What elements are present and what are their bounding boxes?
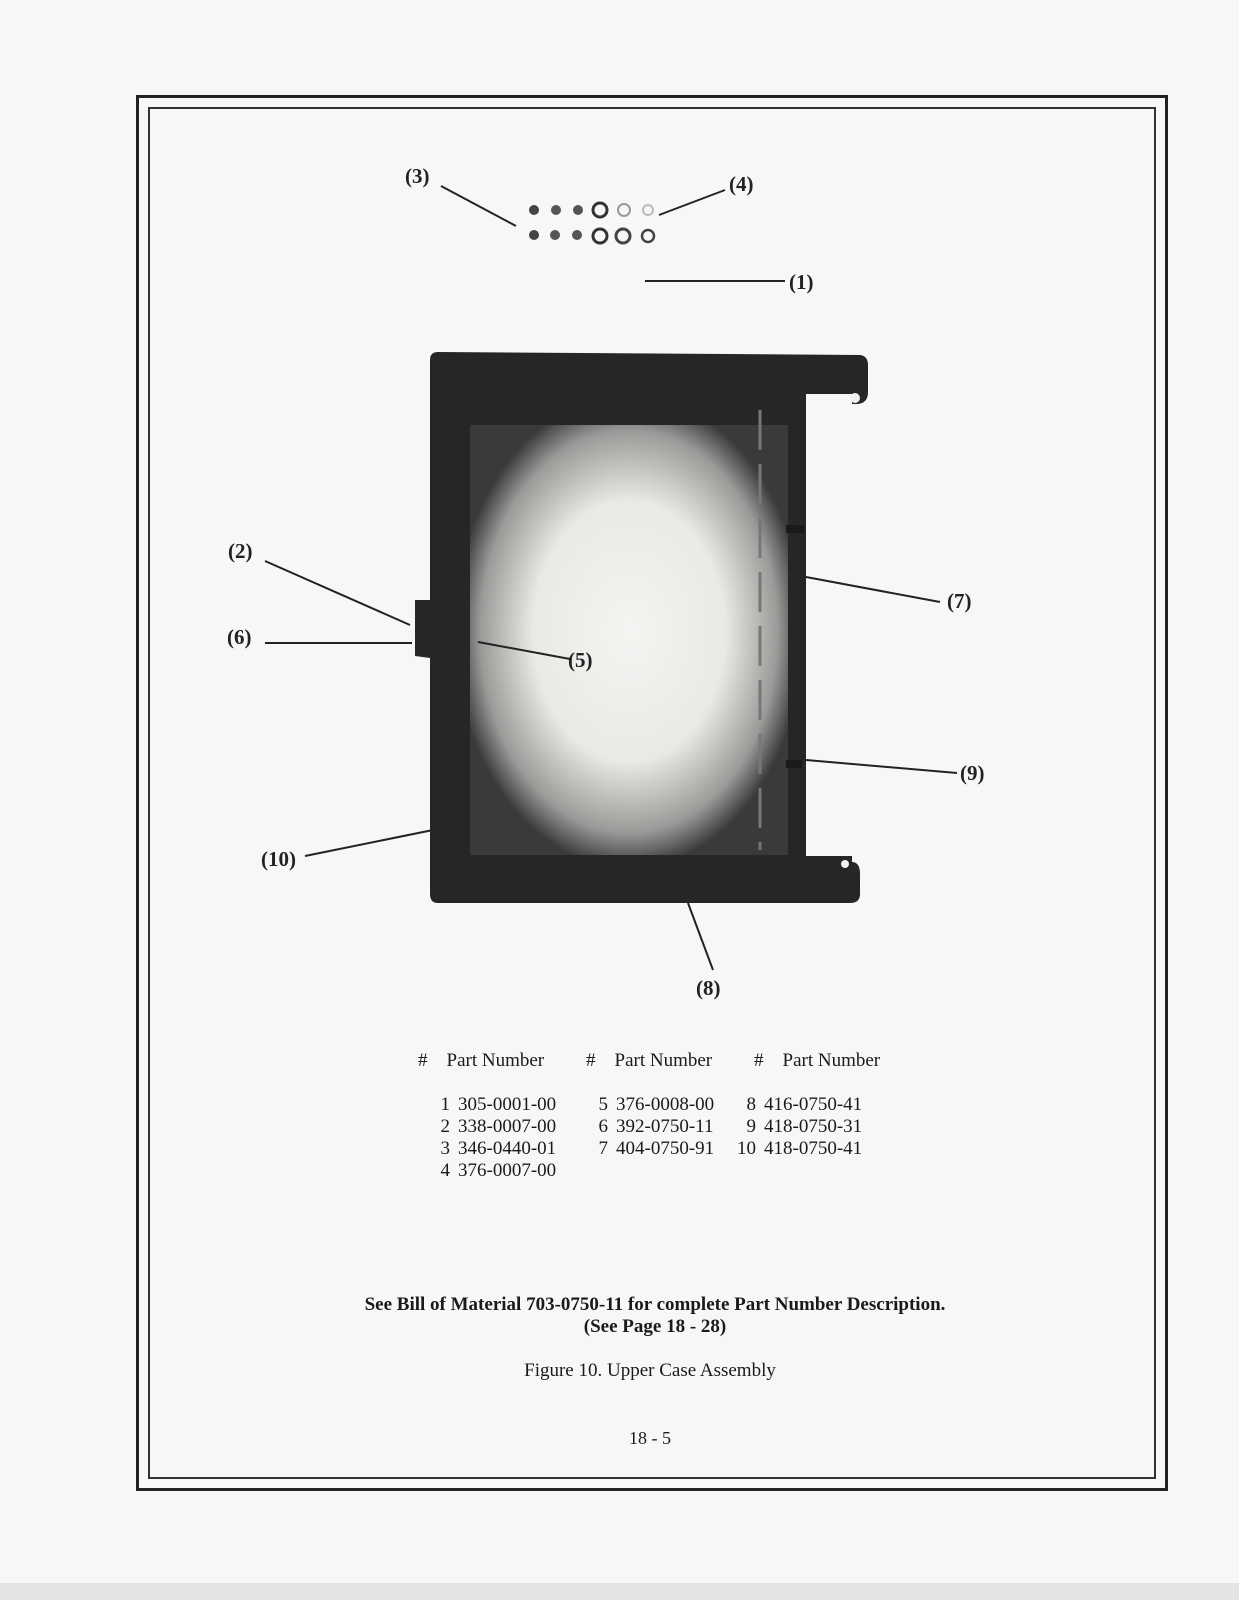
hardware-screws-washers [529,203,654,243]
item-number: 10 [737,1138,756,1159]
table-row [584,1138,714,1160]
part-number: 418-0750-31 [764,1116,863,1137]
parts-table-header-2 [586,1050,712,1072]
figure-caption: Figure 10. Upper Case Assembly [524,1360,776,1381]
part-number: 404-0750-91 [616,1138,715,1159]
item-number: 9 [746,1116,756,1137]
parts-column-2 [584,1094,714,1160]
table-row [584,1116,714,1138]
callout-4: (4) [729,172,754,196]
item-number: 3 [440,1138,450,1159]
item-number: 5 [598,1094,608,1115]
item-number: 2 [440,1116,450,1137]
bill-of-material-note: See Bill of Material 703-0750-11 for complete Part Number Description. [364,1294,946,1315]
part-number-header: Part Number [446,1050,545,1071]
table-row [426,1116,556,1138]
table-row [426,1138,556,1160]
table-row [732,1138,862,1160]
callout-10: (10) [261,847,296,871]
item-number: 6 [598,1116,608,1137]
callout-6: (6) [227,625,252,649]
parts-column-3 [732,1094,862,1160]
table-row [426,1160,556,1182]
part-number-header: Part Number [782,1050,881,1071]
part-number: 376-0008-00 [616,1094,715,1115]
item-number: 4 [440,1160,450,1181]
callout-3: (3) [405,164,430,188]
callout-8: (8) [696,976,721,1000]
table-row [426,1094,556,1116]
item-number: 7 [598,1138,608,1159]
part-number: 418-0750-41 [764,1138,863,1159]
hash-header: # [418,1050,428,1071]
part-number: 376-0007-00 [458,1160,557,1181]
callout-1: (1) [789,270,814,294]
parts-column-1 [426,1094,556,1182]
part-number: 346-0440-01 [458,1138,557,1159]
hash-header: # [754,1050,764,1071]
page-number: 18 - 5 [629,1428,671,1448]
hash-header: # [586,1050,596,1071]
part-number: 392-0750-11 [616,1116,714,1137]
callout-9: (9) [960,761,985,785]
part-number: 416-0750-41 [764,1094,863,1115]
part-number: 338-0007-00 [458,1116,557,1137]
callout-7: (7) [947,589,972,613]
parts-table-header-1 [418,1050,544,1072]
table-row [732,1116,862,1138]
callout-2: (2) [228,539,253,563]
part-number-header: Part Number [614,1050,713,1071]
item-number: 8 [746,1094,756,1115]
scan-bottom-edge [0,1583,1239,1600]
table-row [732,1094,862,1116]
upper-case-body [415,352,868,903]
item-number: 1 [440,1094,450,1115]
parts-table-header-3 [754,1050,880,1072]
table-row [584,1094,714,1116]
see-page-reference: (See Page 18 - 28) [583,1316,727,1337]
part-number: 305-0001-00 [458,1094,557,1115]
callout-5: (5) [568,648,593,672]
